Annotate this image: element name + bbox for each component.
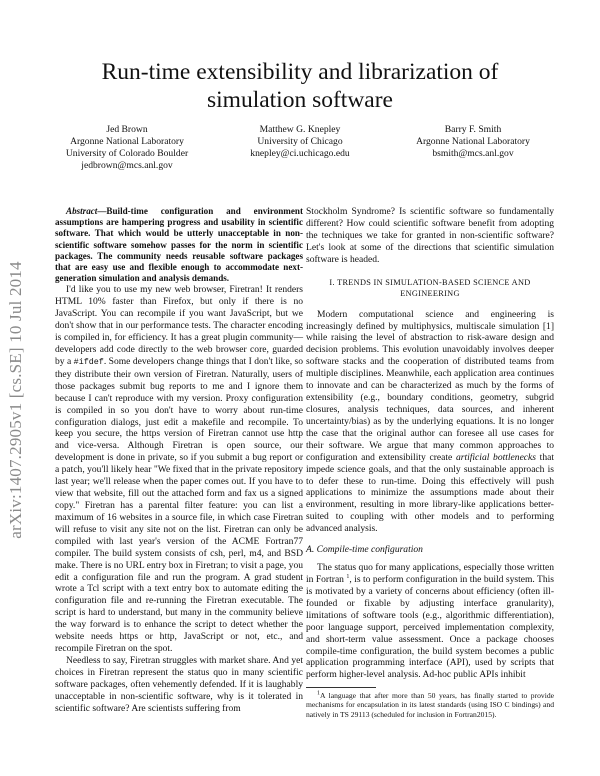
paragraph-text: I'd like you to use my new web browser, Firetran! It renders HTML 10% faster than Firefox, but only if there is no JavaScript. You can recompile if you want JavaScript, but we don't show that in our performance tests. The character encoding is compiled in, for efficiency. It has a great plugin community—developers add code directly to the web browser core, guarded by a: [55, 284, 303, 367]
author-email: jedbrown@mcs.anl.gov: [81, 160, 173, 171]
section-heading-line: I. TRENDS IN SIMULATION-BASED SCIENCE AND: [329, 277, 531, 287]
body-paragraph: [306, 309, 554, 536]
author-name: Matthew G. Knepley: [259, 124, 341, 135]
author-affiliation: Argonne National Laboratory: [416, 136, 530, 147]
paragraph-text: , is to perform configuration in the build system. This is motivated by a variety of concerns about efficiency (often ill-founded or fixable by adjusting interface granularity), limitations of software tools (e.g., algorithmic differentiation), poor language support, perceived implementation complexity, and short-term value assessment. Once a package chooses compile-time configuration, the build system becomes a public application programming interface (API), used by scripts that perform higher-level analysis. Ad-hoc public APIs inhibit: [306, 573, 554, 681]
author-3: [386, 124, 560, 160]
paragraph-text: that impede science goals, and that the only sustainable approach is to defer these to run-time. Doing this effectively will push applications to minimize the assumptions made about their environment, resulting in more library-like applications better-suited to coupling with other models and to performing advanced analysis.: [306, 451, 555, 535]
paper-title: [40, 58, 560, 114]
author-affiliation: University of Chicago: [257, 136, 343, 147]
emphasis-text: artificial bottlenecks: [455, 451, 536, 463]
author-2: [213, 124, 387, 160]
footnote-text: A language that after more than 50 years, has finally started to provide mechanisms for encapsulation in its latest standards (using ISO C bindings) and natively in TS 29113 (scheduled for inclusion in Fortran2015).: [306, 691, 554, 719]
body-paragraph: [55, 284, 303, 655]
author-name: Barry F. Smith: [444, 124, 502, 135]
abstract-text: —Build-time configuration and environment assumptions are hampering progress and usability in scientific software. That which would be utterly unacceptable in non-scientific software somehow passes for the norm in scientific packages. The community needs reusable software packages that are easy use and flexible enough to accommodate next-generation simulation and analysis demands.: [55, 206, 303, 284]
section-heading-line: ENGINEERING: [400, 288, 460, 298]
body-paragraph: [306, 562, 554, 681]
footnote-rule: [306, 687, 376, 688]
abstract: [55, 206, 303, 284]
author-1: [40, 124, 214, 172]
author-email: bsmith@mcs.anl.gov: [432, 148, 514, 159]
left-column: [55, 206, 303, 715]
author-email: knepley@ci.uchicago.edu: [250, 148, 350, 159]
footnote-number: 1: [317, 690, 320, 697]
body-paragraph: Stockholm Syndrome? Is scientific software so fundamentally different? How could scientific software benefit from adopting the techniques we take for granted in non-scientific software? Let's look at some of the directions that scientific simulation software is headed.: [306, 206, 554, 265]
right-column: [306, 206, 554, 719]
subsection-heading: A. Compile-time configuration: [306, 544, 423, 556]
body-paragraph: Needless to say, Firetran struggles with market share. And yet choices in Firetran represent the status quo in many scientific software packages, often vehemently defended. If it is laughably unacceptable in non-scientific software, why is it tolerated in scientific software? Are scientists suffering from: [55, 655, 303, 714]
author-name: Jed Brown: [106, 124, 148, 135]
paragraph-text: . Some developers change things that I don't like, so they distribute their own version of Firetran. Naturally, users of those packages submit bug reports to me and I ignore them because I can't reproduce with my version. Proxy configuration is compiled in so you don't have to worry about run-time configuration dialogs, just edit a makefile and recompile. To keep you secure, the https version of Firetran cannot use http and vice-versa. Although Firetran is open source, our development is done in private, so if you submit a bug report or a patch, you'll likely hear "We fixed that in the private repository last year; we'll release when the paper comes out. If you have to view that website, fill out the attached form and fax us a signed copy." Firetran has a parental filter feature: you can list a maximum of 16 websites in a source file, in which case Firetran will refuse to visit any site not on the list. Firetran can only be compiled with last year's version of the ACME Fortran77 compiler. The build system consists of csh, perl, m4, and BSD make. There is no URL entry box in Firetran; to visit a page, you edit a configuration file and run the program. A grad student wrote a Tcl script with a text entry box to automate editing the configuration file and re-running the Firetran executable. The script is hard to understand, but many in the community believe the way forward is to enhance the script to detect whether the website needs https or http, JavaScript or not, etc., and recompile Firetran on the spot.: [55, 355, 304, 655]
title-line-2: simulation software: [206, 87, 393, 113]
abstract-label: Abstract: [66, 206, 98, 216]
section-heading: [306, 277, 554, 299]
arxiv-stamp-text: arXiv:1407.2905v1 [cs.SE] 10 Jul 2014: [6, 261, 25, 539]
paragraph-text: The status quo for many applications, especially those written in Fortran: [306, 562, 554, 585]
arxiv-stamp: [4, 205, 28, 595]
author-affiliation: Argonne National Laboratory: [70, 136, 184, 147]
inline-code: #ifdef: [73, 356, 104, 367]
paragraph-text: Modern computational science and engineering is increasingly defined by multiphysics, multiscale simulation [1] while raising the level of abstraction to risk-aware design and decision problems. This evolution unavoidably involves deeper software stacks and the cooperation of distributed teams from multiple disciplines. Meanwhile, each application area continues to innovate and can be characterized as much by the forms of extensibility (e.g., boundary conditions, geometry, subgrid closures, analysis techniques, data sources, and inherent uncertainty/bias) as by the underlying equations. It is no longer the case that the original author can foresee all use cases for their software. We argue that many common approaches to configuration and extensibility create: [306, 308, 554, 463]
title-line-1: Run-time extensibility and librarization of: [101, 59, 499, 85]
author-affiliation: University of Colorado Boulder: [65, 148, 189, 159]
footnote: [306, 691, 554, 719]
footnote-marker: 1: [346, 573, 350, 580]
